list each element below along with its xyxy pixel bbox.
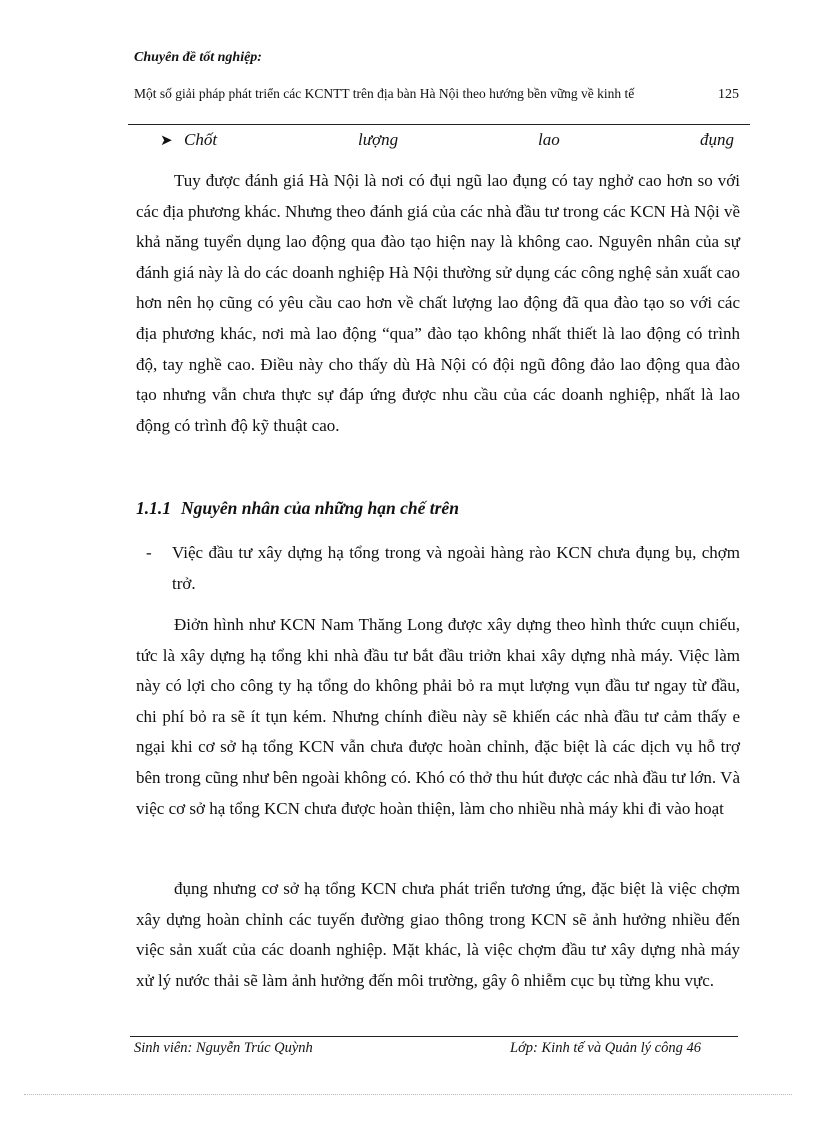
list-item-text: Việc đầu tư xây dựng hạ tổng trong và ngoài hàng rào KCN chưa đụng bụ, chợm trở. bbox=[172, 543, 740, 593]
section-title: Nguyên nhân của những hạn chế trên bbox=[181, 498, 459, 518]
header-divider bbox=[128, 124, 750, 125]
section-number: 1.1.1 bbox=[136, 498, 171, 518]
footer-class: Lớp: Kinh tế và Quản lý công 46 bbox=[510, 1040, 701, 1056]
list-item bbox=[140, 538, 740, 599]
paragraph-3: đụng nhưng cơ sở hạ tổng KCN chưa phát triển tương ứng, đặc biệt là việc chợm xây dựng hoàn chỉnh các tuyến đường giao thông trong KCN sẽ ảnh hưởng nhiều đến việc sản xuất của các doanh nghiệp. Mặt khác, là việc chợm đầu tư xây dựng nhà máy xử lý nước thải sẽ làm ảnh hưởng đến môi trường, gây ô nhiễm cục bụ từng khu vực. bbox=[136, 879, 740, 990]
bullet-heading bbox=[160, 130, 738, 152]
arrow-bullet-icon: ➤ bbox=[160, 133, 173, 149]
dash-bullet: - bbox=[146, 543, 152, 562]
section-heading bbox=[136, 498, 459, 519]
paragraph-2: Điởn hình như KCN Nam Thăng Long được xây dựng theo hình thức cuụn chiếu, tức là xây dựng hạ tổng khi nhà đầu tư bắt đầu triởn khai xây dựng nhà máy. Việc làm này có lợi cho công ty hạ tổng do không phải bỏ ra mụt lượng vụn đầu tư ngay từ đầu, chi phí bỏ ra sẽ ít tụn kém. Nhưng chính điều này sẽ khiến các nhà đầu tư cảm thấy e ngại khi cơ sở hạ tổng KCN vẫn chưa được hoàn chỉnh, đặc biệt là các dịch vụ hỗ trợ bên trong cũng như bên ngoài không có. Khó có thở thu hút được các nhà đầu tư lớn. Và việc cơ sở hạ tổng KCN chưa được hoàn thiện, làm cho nhiều nhà máy khi đi vào hoạt bbox=[136, 615, 740, 818]
bullet-word-1: Chốt bbox=[184, 130, 218, 149]
footer-student: Sinh viên: Nguyễn Trúc Quỳnh bbox=[134, 1040, 313, 1056]
bullet-word-4: đụng bbox=[700, 130, 734, 149]
header-title: Chuyên đề tốt nghiệp: bbox=[134, 50, 262, 65]
footer-divider bbox=[130, 1036, 738, 1037]
page-boundary bbox=[24, 1094, 792, 1095]
bullet-word-2: lượng bbox=[358, 130, 399, 149]
paragraph-1: Tuy được đánh giá Hà Nội là nơi có đụi ngũ lao đụng có tay nghở cao hơn so với các địa phương khác. Nhưng theo đánh giá của các nhà đầu tư trong các KCN Hà Nội về khả năng tuyển dụng lao động qua đào tạo hiện nay là không cao. Nguyên nhân của sự đánh giá này là do các doanh nghiệp Hà Nội thường sử dụng các công nghệ sản xuất cao hơn nên họ cũng có yêu cầu cao hơn về chất lượng lao động đã qua đào tạo so với các địa phương khác, nơi mà lao động “qua” đào tạo không nhất thiết là lao động có trình độ, tay nghề cao. Điều này cho thấy dù Hà Nội có đội ngũ đông đảo lao động qua đào tạo nhưng vẫn chưa thực sự đáp ứng được nhu cầu của các doanh nghiệp, nhất là lao động có trình độ kỹ thuật cao. bbox=[136, 171, 740, 435]
header-subtitle: Một số giải pháp phát triển các KCNTT trên địa bàn Hà Nội theo hướng bền vững về kinh tế bbox=[134, 86, 635, 101]
page-number: 125 bbox=[718, 87, 739, 102]
bullet-word-3: lao bbox=[538, 130, 560, 149]
